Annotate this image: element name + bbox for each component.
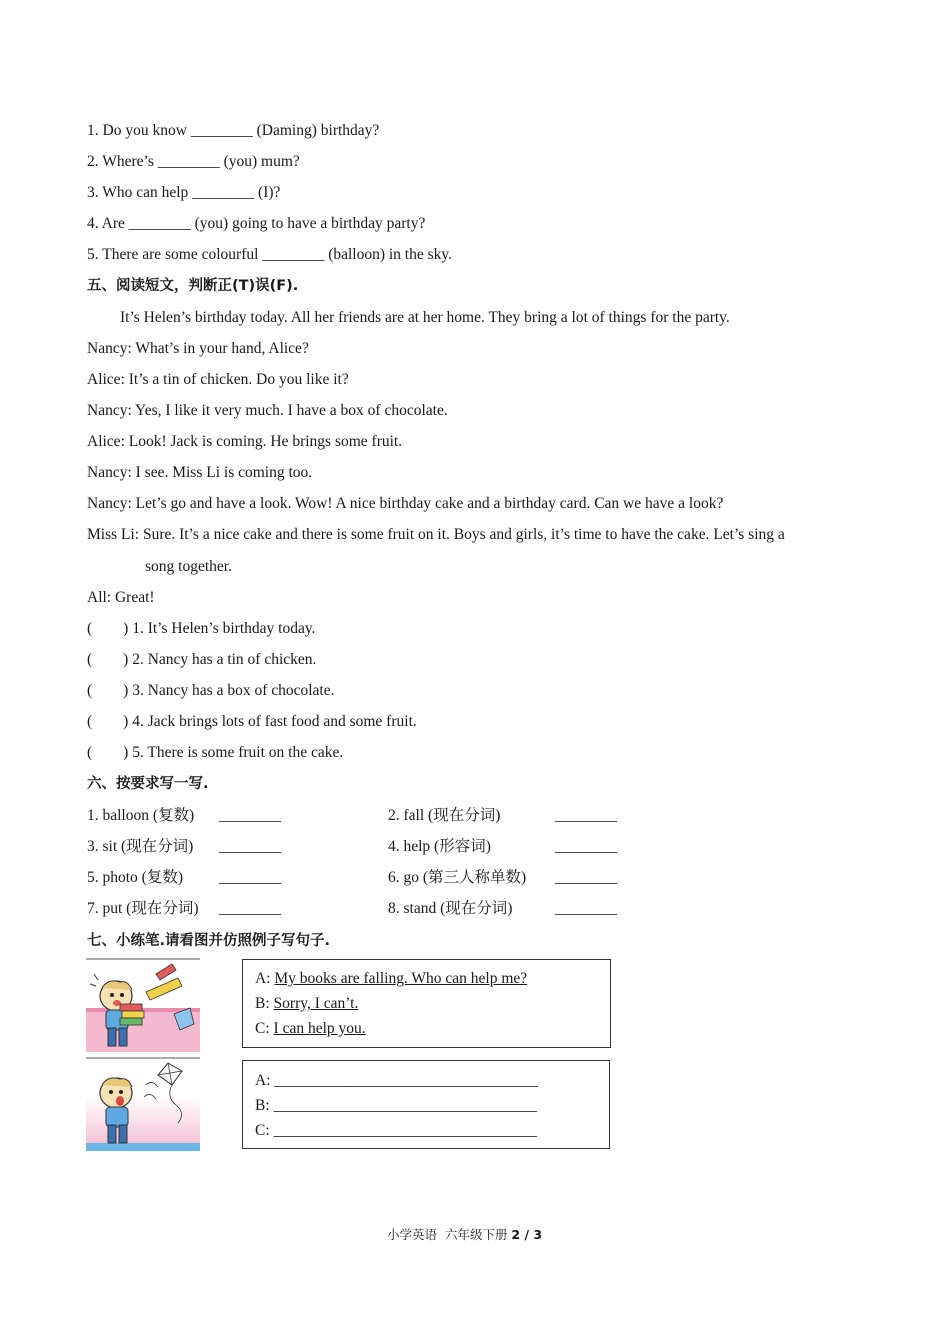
practice-line-b: B: __________________________________ bbox=[255, 1097, 538, 1114]
true-false-question: ( ) 3. Nancy has a box of chocolate. bbox=[87, 682, 335, 699]
section-heading: 六、按要求写一写. bbox=[87, 776, 209, 792]
true-false-question: ( ) 4. Jack brings lots of fast food and some fruit. bbox=[87, 713, 417, 730]
dialogue-line: Miss Li: Sure. It’s a nice cake and there is some fruit on it. Boys and girls, it’s time to have the cake. Let’s sing a bbox=[87, 526, 785, 543]
answer-blank: ________ bbox=[219, 900, 281, 917]
answer-blank: ________ bbox=[219, 807, 281, 824]
answer-blank: ________ bbox=[555, 900, 617, 917]
example-line-a: A: My books are falling. Who can help me? bbox=[255, 970, 528, 987]
cartoon-kite-image bbox=[86, 1057, 200, 1151]
exercise-line: 3. Who can help ________ (I)? bbox=[87, 184, 281, 201]
word-item: 4. help (形容词) bbox=[388, 838, 491, 855]
example-line-b: B: Sorry, I can’t. bbox=[255, 995, 359, 1012]
answer-blank: ________ bbox=[555, 869, 617, 886]
dialogue-line: Nancy: Let’s go and have a look. Wow! A nice birthday cake and a birthday card. Can we have a look? bbox=[87, 495, 724, 512]
section-heading: 五、阅读短文，判断正(T)误(F). bbox=[87, 278, 299, 294]
dialogue-line: All: Great! bbox=[87, 589, 155, 606]
dialogue-line: Alice: It’s a tin of chicken. Do you like it? bbox=[87, 371, 349, 388]
dialogue-line: song together. bbox=[145, 558, 232, 575]
example-dialogue-box bbox=[242, 959, 611, 1048]
footer-title: 小学英语 六年级下册 bbox=[387, 1227, 512, 1242]
dialogue-line: Nancy: Yes, I like it very much. I have a box of chocolate. bbox=[87, 402, 448, 419]
cartoon-falling-books-image bbox=[86, 958, 200, 1052]
page-number: 2 / 3 bbox=[511, 1227, 543, 1242]
word-item: 3. sit (现在分词) bbox=[87, 838, 194, 855]
dialogue-line: Alice: Look! Jack is coming. He brings some fruit. bbox=[87, 433, 403, 450]
passage-intro: It’s Helen’s birthday today. All her friends are at her home. They bring a lot of things for the party. bbox=[120, 309, 730, 326]
answer-blank: ________ bbox=[219, 869, 281, 886]
word-item: 1. balloon (复数) bbox=[87, 807, 195, 824]
exercise-line: 5. There are some colourful ________ (balloon) in the sky. bbox=[87, 246, 453, 263]
example-line-c: C: I can help you. bbox=[255, 1020, 366, 1037]
answer-blank: ________ bbox=[219, 838, 281, 855]
answer-blank: ________ bbox=[555, 807, 617, 824]
true-false-question: ( ) 2. Nancy has a tin of chicken. bbox=[87, 651, 317, 668]
exercise-line: 1. Do you know ________ (Daming) birthday? bbox=[87, 122, 380, 139]
true-false-question: ( ) 5. There is some fruit on the cake. bbox=[87, 744, 344, 761]
practice-line-c: C: __________________________________ bbox=[255, 1122, 538, 1139]
practice-line-a: A: __________________________________ bbox=[255, 1072, 538, 1089]
word-item: 2. fall (现在分词) bbox=[388, 807, 501, 824]
word-item: 8. stand (现在分词) bbox=[388, 900, 513, 917]
exercise-line: 4. Are ________ (you) going to have a birthday party? bbox=[87, 215, 426, 232]
exercise-line: 2. Where’s ________ (you) mum? bbox=[87, 153, 300, 170]
word-item: 7. put (现在分词) bbox=[87, 900, 199, 917]
section-heading: 七、小练笔.请看图并仿照例子写句子. bbox=[87, 933, 331, 949]
word-item: 6. go (第三人称单数) bbox=[388, 869, 527, 886]
dialogue-line: Nancy: I see. Miss Li is coming too. bbox=[87, 464, 313, 481]
word-item: 5. photo (复数) bbox=[87, 869, 184, 886]
page-footer bbox=[387, 1225, 542, 1243]
answer-blank: ________ bbox=[555, 838, 617, 855]
practice-dialogue-box bbox=[242, 1060, 610, 1149]
dialogue-line: Nancy: What’s in your hand, Alice? bbox=[87, 340, 309, 357]
true-false-question: ( ) 1. It’s Helen’s birthday today. bbox=[87, 620, 316, 637]
